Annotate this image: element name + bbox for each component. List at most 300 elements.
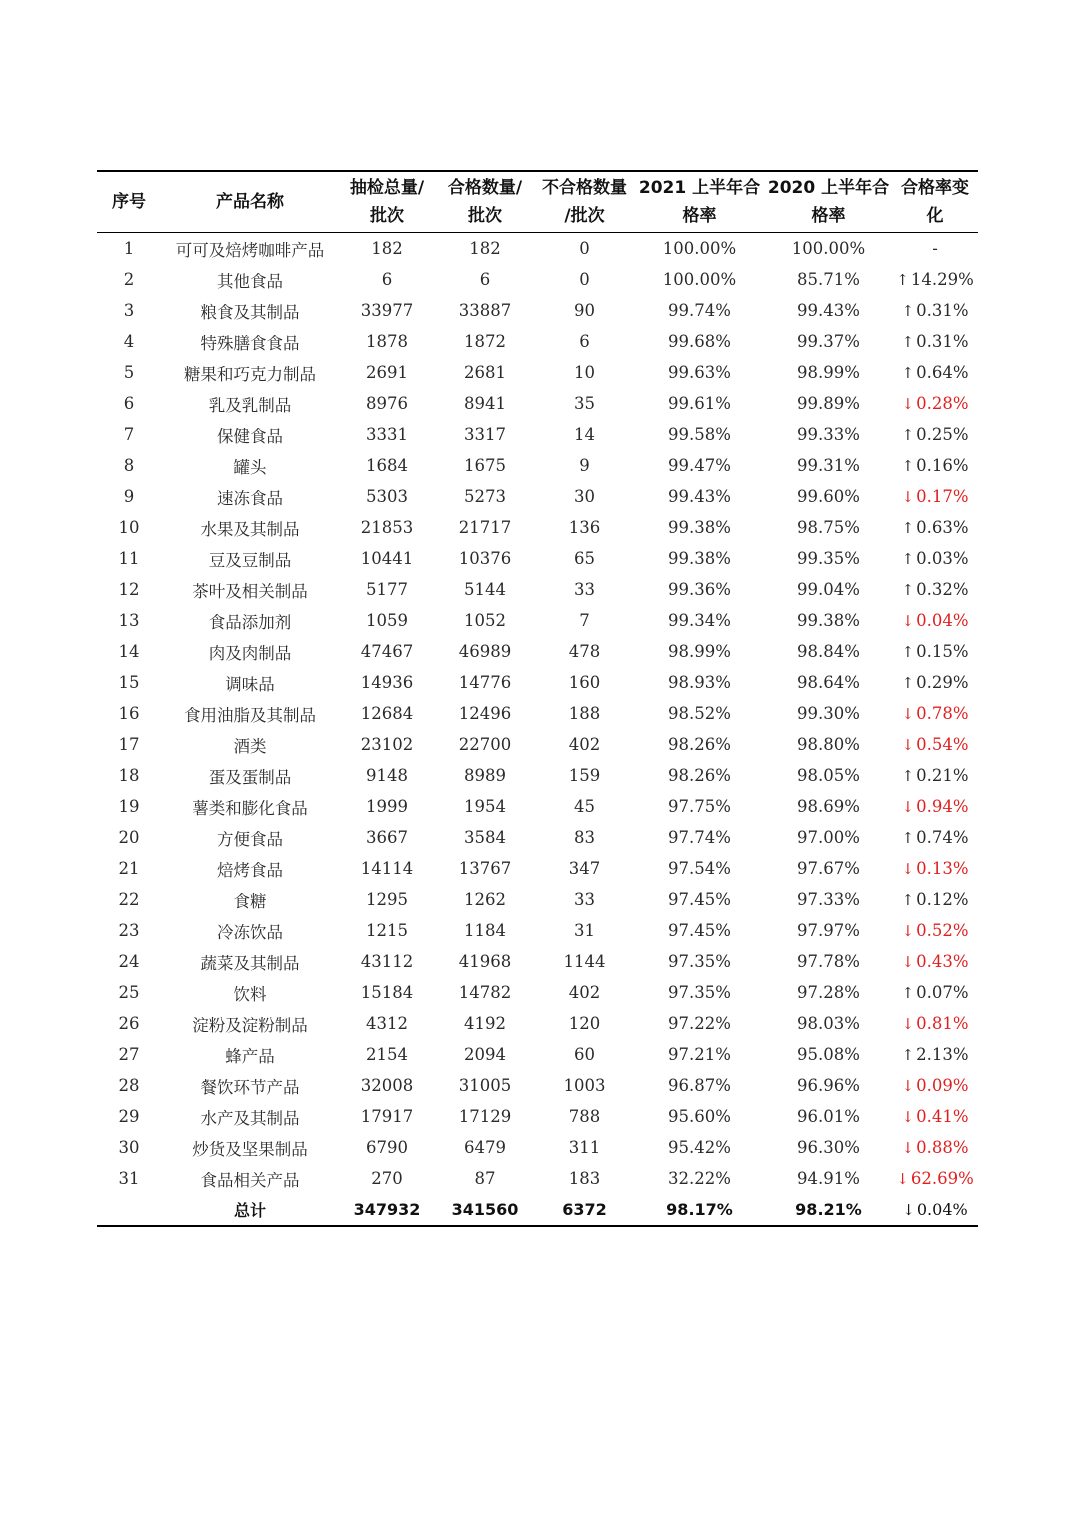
cell-rate-2020: 100.00%	[791, 239, 866, 258]
cell-sampled-total: 4312	[366, 1014, 408, 1033]
cell-index: 5	[123, 363, 135, 382]
cell-rate-change	[892, 884, 978, 915]
cell-sampled-total: 32008	[360, 1076, 414, 1095]
cell-rate-2021: 98.17%	[666, 1200, 733, 1219]
arrow-down-icon: ↓	[901, 612, 915, 630]
cell-index	[97, 1194, 161, 1226]
rate-change-value: 14.29%	[910, 270, 974, 289]
cell-failed-count: 60	[574, 1045, 595, 1064]
cell-rate-2021: 99.34%	[668, 611, 731, 630]
cell-rate-2020: 98.69%	[797, 797, 860, 816]
cell-index: 21	[118, 859, 140, 878]
cell-sampled-total: 12684	[360, 704, 414, 723]
cell-rate-2020: 98.84%	[797, 642, 860, 661]
cell-rate-change	[892, 512, 978, 543]
table-row	[97, 791, 978, 822]
arrow-down-icon: ↓	[901, 736, 915, 754]
cell-rate-change	[892, 388, 978, 419]
cell-product-name: 薯类和膨化食品	[192, 798, 308, 818]
cell-rate-2020: 94.91%	[797, 1169, 860, 1188]
cell-index: 31	[118, 1169, 140, 1188]
cell-failed-count: 402	[568, 735, 601, 754]
cell-product-name: 粮食及其制品	[200, 302, 300, 322]
rate-change-value: 0.94%	[916, 797, 969, 816]
cell-sampled-total: 182	[371, 239, 403, 258]
cell-rate-change	[892, 326, 978, 357]
cell-failed-count: 10	[574, 363, 595, 382]
table-row	[97, 853, 978, 884]
table-row	[97, 946, 978, 977]
cell-passed-count: 2681	[464, 363, 506, 382]
table-row	[97, 729, 978, 760]
cell-product-name: 乳及乳制品	[208, 395, 292, 415]
cell-passed-count: 341560	[451, 1200, 519, 1219]
cell-sampled-total: 6	[381, 270, 393, 289]
cell-index: 30	[118, 1138, 140, 1157]
cell-rate-change	[892, 915, 978, 946]
cell-sampled-total: 10441	[360, 549, 414, 568]
cell-failed-count: 33	[574, 580, 595, 599]
arrow-down-icon: ↓	[901, 922, 915, 940]
cell-sampled-total: 14936	[360, 673, 414, 692]
cell-index: 18	[118, 766, 140, 785]
cell-failed-count: 90	[574, 301, 595, 320]
table-row	[97, 1039, 978, 1070]
arrow-up-icon: ↑	[901, 767, 915, 785]
table-row	[97, 667, 978, 698]
cell-product-name: 蛋及蛋制品	[208, 767, 292, 787]
cell-passed-count: 1675	[464, 456, 506, 475]
cell-rate-change	[892, 760, 978, 791]
rate-change-value: 0.31%	[916, 301, 969, 320]
cell-rate-2021: 97.22%	[668, 1014, 731, 1033]
rate-change-value: 0.63%	[916, 518, 969, 537]
arrow-down-icon: ↓	[901, 1077, 915, 1095]
cell-rate-2020: 96.01%	[797, 1107, 860, 1126]
cell-product-name: 饮料	[233, 984, 267, 1004]
cell-failed-count: 347	[568, 859, 601, 878]
rate-change-value: 62.69%	[910, 1169, 974, 1188]
cell-total-label: 总计	[233, 1201, 266, 1220]
cell-passed-count: 8989	[464, 766, 506, 785]
cell-sampled-total: 5303	[366, 487, 408, 506]
cell-passed-count: 8941	[464, 394, 506, 413]
cell-passed-count: 5144	[464, 580, 506, 599]
cell-rate-2021: 99.36%	[668, 580, 731, 599]
table-row	[97, 450, 978, 481]
rate-change-value: 0.12%	[916, 890, 969, 909]
cell-product-name: 茶叶及相关制品	[192, 581, 308, 601]
cell-passed-count: 1262	[464, 890, 506, 909]
arrow-up-icon: ↑	[901, 364, 915, 382]
cell-rate-change	[892, 295, 978, 326]
arrow-down-icon: ↓	[901, 1015, 915, 1033]
cell-sampled-total: 23102	[360, 735, 414, 754]
cell-passed-count: 6479	[464, 1138, 506, 1157]
table-row	[97, 326, 978, 357]
cell-rate-change	[892, 977, 978, 1008]
cell-rate-change	[892, 1070, 978, 1101]
cell-rate-2020: 97.33%	[797, 890, 860, 909]
cell-failed-count: 478	[568, 642, 601, 661]
cell-rate-change	[892, 264, 978, 295]
cell-passed-count: 13767	[458, 859, 512, 878]
cell-rate-2021: 99.68%	[668, 332, 731, 351]
cell-sampled-total: 9148	[366, 766, 408, 785]
cell-index: 15	[118, 673, 140, 692]
cell-index: 7	[123, 425, 135, 444]
table-row	[97, 233, 978, 265]
cell-rate-2020: 97.00%	[797, 828, 860, 847]
cell-rate-2020: 98.21%	[795, 1200, 862, 1219]
table-header	[97, 171, 978, 233]
cell-rate-change	[892, 419, 978, 450]
cell-failed-count: 31	[574, 921, 595, 940]
rate-change-value: 0.25%	[916, 425, 969, 444]
cell-index: 8	[123, 456, 135, 475]
cell-rate-change	[892, 543, 978, 574]
cell-failed-count: 188	[568, 704, 601, 723]
header-cell-passed-count: 合格数量/ 批次	[447, 178, 523, 226]
cell-index: 6	[123, 394, 135, 413]
arrow-up-icon: ↑	[901, 643, 915, 661]
cell-index: 17	[118, 735, 140, 754]
cell-passed-count: 33887	[458, 301, 512, 320]
cell-rate-2021: 98.26%	[668, 766, 731, 785]
cell-rate-2020: 99.04%	[797, 580, 860, 599]
rate-change-value: 0.04%	[916, 1200, 968, 1219]
arrow-down-icon: ↓	[901, 860, 915, 878]
cell-failed-count: 160	[568, 673, 601, 692]
cell-rate-change	[892, 233, 978, 265]
rate-change-value: 0.07%	[916, 983, 969, 1002]
cell-index: 27	[118, 1045, 140, 1064]
cell-rate-change	[892, 698, 978, 729]
arrow-down-icon: ↓	[901, 953, 915, 971]
cell-rate-2020: 99.33%	[797, 425, 860, 444]
cell-sampled-total: 270	[371, 1169, 403, 1188]
table-row	[97, 884, 978, 915]
cell-passed-count: 14776	[458, 673, 512, 692]
rate-change-value: 0.15%	[916, 642, 969, 661]
cell-rate-change	[892, 667, 978, 698]
cell-rate-2021: 99.63%	[668, 363, 731, 382]
cell-passed-count: 1052	[464, 611, 506, 630]
cell-rate-2021: 97.54%	[668, 859, 731, 878]
cell-sampled-total: 8976	[366, 394, 408, 413]
arrow-up-icon: ↑	[901, 581, 915, 599]
table-body	[97, 233, 978, 1227]
cell-index: 20	[118, 828, 140, 847]
cell-product-name: 保健食品	[217, 426, 283, 446]
cell-failed-count: 9	[579, 456, 590, 475]
cell-rate-2020: 85.71%	[797, 270, 860, 289]
cell-failed-count: 402	[568, 983, 601, 1002]
cell-index: 23	[118, 921, 140, 940]
rate-change-value: 0.74%	[916, 828, 969, 847]
cell-product-name: 炒货及坚果制品	[192, 1139, 308, 1159]
cell-index: 16	[118, 704, 140, 723]
cell-rate-2021: 97.75%	[668, 797, 731, 816]
arrow-up-icon: ↑	[901, 1046, 915, 1064]
table-row	[97, 512, 978, 543]
cell-rate-2020: 97.78%	[797, 952, 860, 971]
cell-rate-2021: 95.60%	[668, 1107, 731, 1126]
header-row	[97, 171, 978, 233]
table-row	[97, 419, 978, 450]
table-row	[97, 481, 978, 512]
rate-change-value: 0.04%	[916, 611, 969, 630]
arrow-down-icon: ↓	[901, 1139, 915, 1157]
rate-change-value: 0.28%	[916, 394, 969, 413]
cell-failed-count: 1144	[563, 952, 606, 971]
table-row	[97, 822, 978, 853]
cell-index: 12	[118, 580, 140, 599]
table-row	[97, 636, 978, 667]
header-cell-product-name: 产品名称	[216, 192, 284, 212]
cell-passed-count: 10376	[458, 549, 512, 568]
cell-passed-count: 1872	[464, 332, 506, 351]
cell-rate-2021: 99.43%	[668, 487, 731, 506]
cell-product-name: 方便食品	[217, 829, 283, 849]
cell-passed-count: 12496	[458, 704, 512, 723]
cell-rate-2021: 95.42%	[668, 1138, 731, 1157]
table-row	[97, 295, 978, 326]
cell-rate-2021: 99.38%	[668, 549, 731, 568]
cell-product-name: 食糖	[233, 891, 267, 911]
rate-change-value: 0.54%	[916, 735, 969, 754]
cell-passed-count: 41968	[458, 952, 512, 971]
cell-rate-change	[892, 450, 978, 481]
cell-rate-2020: 97.28%	[797, 983, 860, 1002]
cell-rate-2021: 97.74%	[668, 828, 731, 847]
cell-failed-count: 6372	[562, 1200, 607, 1219]
cell-rate-2020: 99.89%	[797, 394, 860, 413]
rate-change-value: 0.78%	[916, 704, 969, 723]
cell-rate-change	[892, 605, 978, 636]
cell-rate-2020: 99.35%	[797, 549, 860, 568]
arrow-up-icon: ↑	[901, 519, 915, 537]
cell-rate-change	[892, 1163, 978, 1194]
cell-rate-2021: 97.45%	[668, 921, 731, 940]
cell-product-name: 糖果和巧克力制品	[184, 364, 316, 384]
cell-rate-2020: 99.31%	[797, 456, 860, 475]
cell-product-name: 餐饮环节产品	[200, 1077, 300, 1097]
cell-failed-count: 159	[568, 766, 601, 785]
arrow-up-icon: ↑	[901, 891, 915, 909]
cell-index: 24	[118, 952, 140, 971]
cell-product-name: 罐头	[233, 457, 267, 477]
arrow-up-icon: ↑	[901, 984, 915, 1002]
cell-sampled-total: 2154	[366, 1045, 408, 1064]
rate-change-value: 0.17%	[916, 487, 969, 506]
cell-rate-2021: 100.00%	[662, 270, 737, 289]
table-row	[97, 357, 978, 388]
rate-change-value: 0.31%	[916, 332, 969, 351]
cell-sampled-total: 1684	[366, 456, 408, 475]
cell-product-name: 肉及肉制品	[208, 643, 292, 663]
header-cell-rate-change: 合格率变 化	[901, 178, 969, 226]
cell-product-name: 其他食品	[217, 271, 283, 291]
cell-rate-2021: 32.22%	[668, 1169, 731, 1188]
rate-change-value: 0.41%	[916, 1107, 969, 1126]
cell-rate-2021: 99.74%	[668, 301, 731, 320]
table-row	[97, 977, 978, 1008]
cell-rate-2021: 97.45%	[668, 890, 731, 909]
cell-rate-2020: 99.30%	[797, 704, 860, 723]
cell-rate-change	[892, 636, 978, 667]
cell-rate-change	[892, 1101, 978, 1132]
cell-rate-2021: 99.58%	[668, 425, 731, 444]
document-page	[97, 170, 978, 1227]
arrow-down-icon: ↓	[901, 798, 915, 816]
cell-failed-count: 45	[574, 797, 595, 816]
cell-rate-2020: 97.97%	[797, 921, 860, 940]
cell-sampled-total: 3331	[366, 425, 408, 444]
cell-product-name: 食品相关产品	[200, 1170, 300, 1190]
rate-change-value: 0.64%	[916, 363, 969, 382]
rate-change-value: 0.52%	[916, 921, 969, 940]
table-row	[97, 1163, 978, 1194]
table-row	[97, 1101, 978, 1132]
cell-index: 19	[118, 797, 140, 816]
cell-rate-change	[892, 1039, 978, 1070]
cell-failed-count: 1003	[563, 1076, 606, 1095]
table-row	[97, 543, 978, 574]
cell-product-name: 蜂产品	[225, 1046, 275, 1066]
header-cell-rate-2020: 2020 上半年合 格率	[767, 178, 890, 226]
cell-rate-2020: 95.08%	[797, 1045, 860, 1064]
cell-passed-count: 1954	[464, 797, 506, 816]
cell-failed-count: 83	[574, 828, 595, 847]
cell-index: 29	[118, 1107, 140, 1126]
cell-index: 9	[123, 487, 135, 506]
cell-index: 4	[123, 332, 135, 351]
arrow-up-icon: ↑	[901, 426, 915, 444]
arrow-up-icon: ↑	[896, 271, 909, 289]
cell-rate-2020: 98.64%	[797, 673, 860, 692]
cell-index: 1	[123, 239, 135, 258]
cell-sampled-total: 6790	[366, 1138, 408, 1157]
cell-rate-2020: 98.75%	[797, 518, 860, 537]
cell-rate-2021: 98.93%	[668, 673, 731, 692]
rate-change-value: 0.16%	[916, 456, 969, 475]
arrow-down-icon: ↓	[902, 1201, 915, 1219]
table-row	[97, 1008, 978, 1039]
cell-rate-2020: 96.30%	[797, 1138, 860, 1157]
cell-passed-count: 21717	[458, 518, 512, 537]
cell-sampled-total: 15184	[360, 983, 414, 1002]
rate-change-value: 0.09%	[916, 1076, 969, 1095]
arrow-up-icon: ↑	[901, 302, 915, 320]
cell-index: 22	[118, 890, 140, 909]
cell-product-name: 食用油脂及其制品	[184, 705, 316, 725]
cell-rate-2021: 99.61%	[668, 394, 731, 413]
table-row	[97, 605, 978, 636]
cell-rate-2021: 97.21%	[668, 1045, 731, 1064]
cell-rate-2021: 98.99%	[668, 642, 731, 661]
cell-rate-change	[892, 822, 978, 853]
cell-sampled-total: 5177	[366, 580, 408, 599]
rate-change-value: 0.03%	[916, 549, 969, 568]
cell-sampled-total: 17917	[360, 1107, 414, 1126]
cell-product-name: 水产及其制品	[200, 1108, 300, 1128]
cell-passed-count: 3317	[464, 425, 506, 444]
cell-passed-count: 6	[479, 270, 491, 289]
arrow-down-icon: ↓	[901, 705, 915, 723]
rate-change-value: 0.21%	[916, 766, 969, 785]
cell-rate-change	[892, 1194, 978, 1226]
cell-rate-2020: 98.99%	[797, 363, 860, 382]
cell-rate-2021: 97.35%	[668, 952, 731, 971]
header-cell-failed-count: 不合格数量 /批次	[542, 178, 627, 226]
arrow-down-icon: ↓	[901, 1108, 915, 1126]
cell-index: 14	[118, 642, 140, 661]
cell-sampled-total: 33977	[360, 301, 414, 320]
rate-change-value: 0.13%	[916, 859, 969, 878]
cell-failed-count: 7	[579, 611, 590, 630]
cell-passed-count: 87	[474, 1169, 496, 1188]
cell-passed-count: 14782	[458, 983, 512, 1002]
cell-sampled-total: 1215	[366, 921, 408, 940]
rate-change-value: 0.29%	[916, 673, 969, 692]
cell-index: 3	[123, 301, 135, 320]
cell-product-name: 蔬菜及其制品	[200, 953, 300, 973]
cell-rate-change	[892, 357, 978, 388]
total-row	[97, 1194, 978, 1226]
cell-failed-count: 788	[568, 1107, 601, 1126]
cell-passed-count: 31005	[458, 1076, 512, 1095]
cell-passed-count: 4192	[464, 1014, 506, 1033]
cell-product-name: 淀粉及淀粉制品	[192, 1015, 308, 1035]
cell-passed-count: 2094	[464, 1045, 506, 1064]
cell-sampled-total: 2691	[366, 363, 408, 382]
cell-sampled-total: 3667	[366, 828, 408, 847]
cell-sampled-total: 1999	[366, 797, 408, 816]
cell-failed-count: 136	[568, 518, 601, 537]
table-row	[97, 388, 978, 419]
cell-product-name: 调味品	[225, 674, 275, 694]
arrow-up-icon: ↑	[901, 829, 915, 847]
cell-product-name: 食品添加剂	[208, 612, 292, 632]
cell-failed-count: 6	[579, 332, 590, 351]
cell-rate-2021: 99.47%	[668, 456, 731, 475]
rate-change-value: 0.32%	[916, 580, 969, 599]
cell-index: 10	[118, 518, 140, 537]
table-row	[97, 1132, 978, 1163]
cell-rate-2020: 99.43%	[797, 301, 860, 320]
cell-sampled-total: 14114	[360, 859, 414, 878]
arrow-down-icon: ↓	[901, 488, 915, 506]
cell-passed-count: 5273	[464, 487, 506, 506]
header-cell-index: 序号	[112, 192, 146, 212]
cell-failed-count: 0	[579, 270, 590, 289]
cell-index: 13	[118, 611, 140, 630]
rate-change-value: 2.13%	[916, 1045, 969, 1064]
table-row	[97, 760, 978, 791]
table-row	[97, 698, 978, 729]
rate-change-value: 0.88%	[916, 1138, 969, 1157]
cell-passed-count: 22700	[458, 735, 512, 754]
cell-rate-2021: 99.38%	[668, 518, 731, 537]
cell-failed-count: 30	[574, 487, 595, 506]
cell-rate-2021: 98.52%	[668, 704, 731, 723]
table-row	[97, 1070, 978, 1101]
cell-rate-2021: 100.00%	[662, 239, 737, 258]
cell-sampled-total: 347932	[353, 1200, 421, 1219]
cell-sampled-total: 47467	[360, 642, 414, 661]
cell-product-name: 可可及焙烤咖啡产品	[175, 240, 325, 260]
